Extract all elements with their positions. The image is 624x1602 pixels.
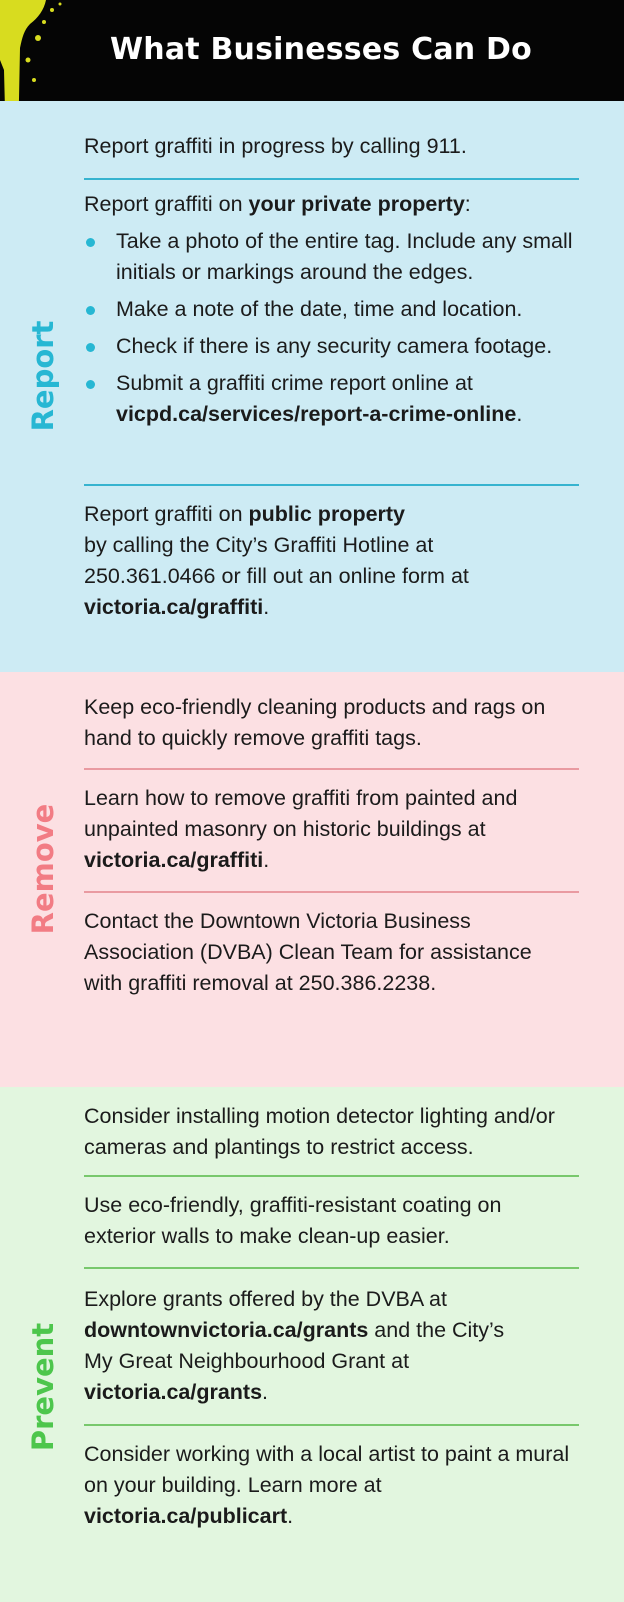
remove-section	[0, 672, 624, 1087]
victoria-publicart-link[interactable]: victoria.ca/publicart	[84, 1504, 288, 1528]
divider	[84, 178, 579, 180]
report-item-public: Report graffiti on public property by calling the City’s Graffiti Hotline at 250.361.0466 or fill out an online form at victoria.ca/graffiti.	[84, 502, 469, 619]
private-property-emphasis: your private property	[248, 192, 465, 216]
divider	[84, 891, 579, 893]
bullet-icon	[86, 380, 95, 389]
paint-splash-graphic	[0, 0, 110, 101]
vicpd-report-link[interactable]: vicpd.ca/services/report-a-crime-online	[116, 402, 517, 426]
section-label-report: Report	[26, 320, 60, 432]
list-item: Take a photo of the entire tag. Include any small initials or markings around the edges.	[84, 226, 586, 288]
section-label-remove: Remove	[26, 803, 60, 935]
report-item-private-heading: Report graffiti on your private property:	[84, 192, 471, 216]
victoria-graffiti-link[interactable]: victoria.ca/graffiti	[84, 595, 264, 619]
remove-item-products: Keep eco-friendly cleaning products and rags on hand to quickly remove graffiti tags.	[84, 695, 546, 750]
section-label-prevent: Prevent	[26, 1322, 60, 1452]
dvba-grants-link[interactable]: downtownvictoria.ca/grants	[84, 1318, 369, 1342]
prevent-item-grants: Explore grants offered by the DVBA at downtownvictoria.ca/grants and the City’s My Great Neighbourhood Grant at victoria.ca/grants.	[84, 1287, 505, 1404]
divider	[84, 1424, 579, 1426]
list-item: Submit a graffiti crime report online at vicpd.ca/services/report-a-crime-online.	[84, 368, 604, 430]
remove-item-dvba: Contact the Downtown Victoria Business Association (DVBA) Clean Team for assistance with graffiti removal at 250.386.2238.	[84, 909, 532, 995]
prevent-item-mural: Consider working with a local artist to paint a mural on your building. Learn more at victoria.ca/publicart.	[84, 1442, 570, 1528]
report-item-911: Report graffiti in progress by calling 911.	[84, 134, 467, 158]
header-banner	[0, 0, 624, 101]
remove-item-masonry: Learn how to remove graffiti from painted and unpainted masonry on historic buildings at victoria.ca/graffiti.	[84, 786, 518, 872]
victoria-graffiti-link[interactable]: victoria.ca/graffiti	[84, 848, 264, 872]
victoria-grants-link[interactable]: victoria.ca/grants	[84, 1380, 263, 1404]
report-section	[0, 101, 624, 672]
divider	[84, 1175, 579, 1177]
divider	[84, 1267, 579, 1269]
prevent-section	[0, 1087, 624, 1602]
private-property-steps	[84, 226, 604, 436]
prevent-item-coating: Use eco-friendly, graffiti-resistant coating on exterior walls to make clean-up easier.	[84, 1193, 502, 1248]
list-item: Check if there is any security camera footage.	[84, 331, 566, 362]
page-title: What Businesses Can Do	[110, 32, 532, 67]
public-property-emphasis: public property	[248, 502, 406, 526]
bullet-icon	[86, 238, 95, 247]
bullet-icon	[86, 306, 95, 315]
bullet-icon	[86, 343, 95, 352]
prevent-item-lighting: Consider installing motion detector lighting and/or cameras and plantings to restrict access.	[84, 1104, 555, 1159]
divider	[84, 768, 579, 770]
list-item: Make a note of the date, time and location.	[84, 294, 604, 325]
divider	[84, 484, 579, 486]
